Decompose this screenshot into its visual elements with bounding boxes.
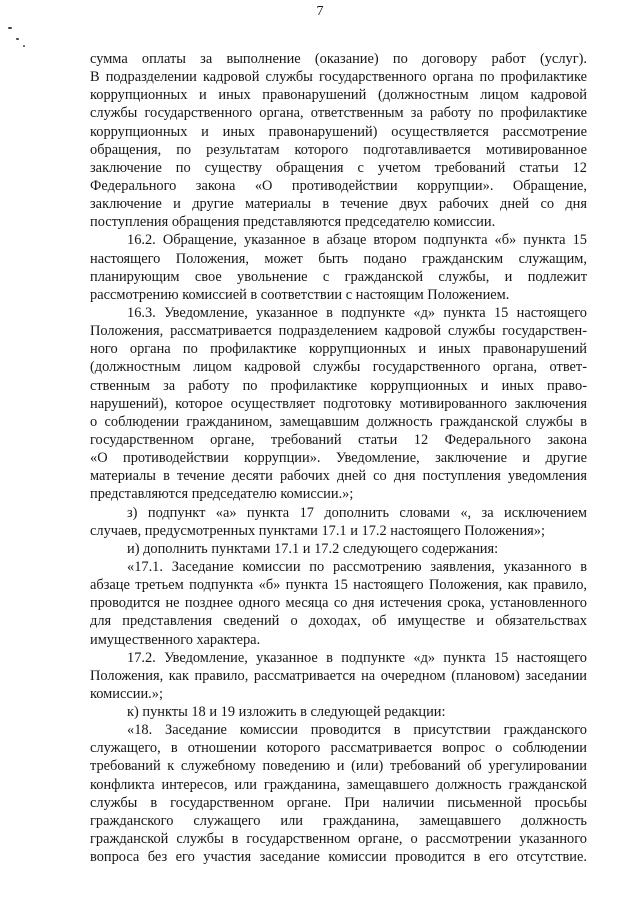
text-line: имущественного характера.	[90, 631, 261, 648]
text-line: к) пункты 18 и 19 изложить в следующей редакции:	[127, 704, 446, 721]
text-line: з) подпункт «а» пункта 17 дополнить словами «, за исключением	[127, 504, 587, 521]
text-line: заключение и другие материалы в течение двух рабочих дней со дня	[90, 196, 587, 213]
text-line: для представления сведений о доходах, об имуществе и обязательствах	[90, 613, 587, 630]
text-line: настоящего Положения, может быть подано гражданским служащим,	[90, 250, 587, 267]
text-line: конфликта интересов, или гражданина, замещавшего должность гражданской	[90, 776, 587, 793]
text-line: сумма оплаты за выполнение (оказание) по договору работ (услуг).	[90, 51, 587, 67]
text-line: службы государственного органа, ответственным за работу по профилактике	[90, 105, 587, 122]
text-line: гражданской службы в государственном органе, о рассмотрении указанного	[90, 831, 587, 848]
text-line: 16.2. Обращение, указанное в абзаце втором подпункта «б» пункта 15	[127, 232, 587, 249]
text-line: службы в государственном органе. При наличии письменной просьбы	[90, 794, 587, 811]
text-line: требований к служебному поведению и (или) требований об урегулировании	[90, 758, 587, 775]
document-body	[90, 50, 587, 866]
text-line: проводится не позднее одного месяца со дня истечения срока, установленного	[90, 595, 587, 612]
text-line: «17.1. Заседание комиссии по рассмотрению заявления, указанного в	[127, 558, 587, 575]
text-line: заключение по существу обращения с учетом требований статьи 12	[90, 159, 587, 176]
text-line: Федерального закона «О противодействии коррупции». Обращение,	[90, 177, 587, 194]
text-line: абзаце третьем подпункта «б» пункта 15 настоящего Положения, как правило,	[90, 577, 587, 594]
text-line: «О противодействии коррупции». Уведомление, заключение и другие	[90, 450, 587, 467]
scan-artifact	[16, 38, 19, 40]
text-line: государственном органе, требований статьи 12 Федерального закона	[90, 431, 587, 448]
scan-artifact	[8, 27, 12, 29]
text-line: Положения, рассматривается подразделением кадровой службы государствен-	[90, 323, 587, 340]
scan-artifact	[23, 45, 25, 47]
text-line: вопроса без его участия заседание комиссии проводится в его отсутствие.	[90, 849, 587, 866]
text-line: рассмотрению комиссией в соответствии с настоящим Положением.	[90, 286, 510, 303]
text-line: и) дополнить пунктами 17.1 и 17.2 следующего содержания:	[127, 540, 499, 557]
text-line: планирующим свое увольнение с гражданской службы, и подлежит	[90, 268, 587, 285]
text-line: представляются председателю комиссии.»;	[90, 486, 354, 503]
text-line: служащего, в отношении которого рассматривается вопрос о соблюдении	[90, 740, 587, 757]
text-line: 17.2. Уведомление, указанное в подпункте «д» пункта 15 настоящего	[127, 649, 587, 666]
text-line: о соблюдении гражданином, замещавшим должность гражданской службы в	[90, 413, 587, 430]
text-line: поступления обращения представляются председателю комиссии.	[90, 214, 496, 231]
text-line: ственным за работу по профилактике коррупционных и иных право-	[90, 377, 587, 394]
text-line: коррупционных и иных правонарушений (должностным лицом кадровой	[90, 87, 587, 104]
text-line: коррупционных и иных правонарушений) осуществляется рассмотрение	[90, 123, 587, 140]
text-line: В подразделении кадровой службы государственного органа по профилактике	[90, 69, 587, 86]
text-line: материалы в течение десяти рабочих дней со дня поступления уведомления	[90, 468, 587, 485]
text-line: ного органа по профилактике коррупционных и иных правонарушений	[90, 341, 587, 358]
text-line: 16.3. Уведомление, указанное в подпункте «д» пункта 15 настоящего	[127, 304, 587, 321]
text-line: обращения, по результатам которого подготавливается мотивированное	[90, 141, 587, 158]
text-line: комиссии.»;	[90, 685, 163, 702]
text-line: нарушений), которое осуществляет подготовку мотивированного заключения	[90, 395, 587, 412]
text-line: гражданского служащего или гражданина, замещавшего должность	[90, 812, 587, 829]
page-number: 7	[316, 4, 324, 19]
text-line: (должностным лицом кадровой службы государственного органа, ответ-	[90, 359, 587, 376]
text-line: случаев, предусмотренных пунктами 17.1 и 17.2 настоящего Положения»;	[90, 522, 545, 539]
text-line: «18. Заседание комиссии проводится в присутствии гражданского	[127, 722, 587, 739]
text-line: Положения, как правило, рассматривается на очередном (плановом) заседании	[90, 667, 587, 684]
